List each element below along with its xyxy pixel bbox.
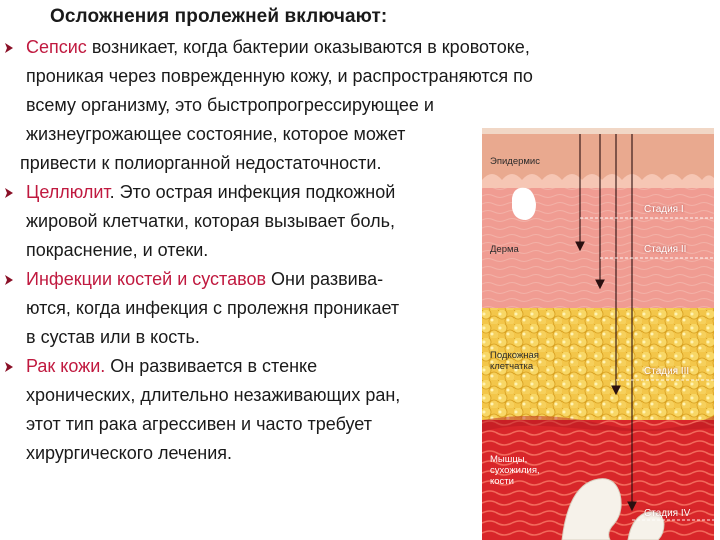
list-item-cellulitis: Целлюлит. Это острая инфекция подкожной жировой клетчатки, которая вызывает боль, покраснение, и отеки. bbox=[4, 178, 684, 265]
pressure-ulcer-stages-illustration bbox=[482, 128, 714, 540]
text-line: всему организму, это быстропрогрессирующее и bbox=[26, 95, 434, 115]
text-line: проникая через поврежденную кожу, и распространяются по bbox=[26, 66, 533, 86]
label-subcutaneous: Подкожная клетчатка bbox=[490, 350, 539, 372]
text-line: ются, когда инфекция с пролежня проникает bbox=[26, 298, 400, 318]
list-item-sepsis: Сепсис возникает, когда бактерии оказываются в кровотоке, проникая через поврежденную кожу, и распространяются по всему организму, это быстропрогрессирующее и жизнеугрожающее состояние, которое может привести к полиорганной недостаточности. bbox=[4, 33, 684, 178]
bullet-arrow-icon bbox=[4, 362, 14, 372]
term-skin-cancer: Рак кожи. bbox=[26, 356, 106, 376]
label-stage-2: Стадия II bbox=[644, 244, 687, 255]
label-stage-3: Стадия III bbox=[644, 366, 690, 377]
list-item-bone-infections: Инфекции костей и суставов Они развива- ются, когда инфекция с пролежня проникает в сустав или в кость. bbox=[4, 265, 684, 352]
term-sepsis: Сепсис bbox=[26, 37, 87, 57]
list-item-skin-cancer: Рак кожи. Он развивается в стенке хронических, длительно незаживающих ран, этот тип рака агрессивен и часто требует хирургического лечения. bbox=[4, 352, 684, 468]
term-bone-infections: Инфекции костей и суставов bbox=[26, 269, 267, 289]
text-line: этот тип рака агрессивен и часто требует bbox=[26, 414, 372, 434]
text-line: хронических, длительно незаживающих ран, bbox=[26, 385, 401, 405]
bullet-arrow-icon bbox=[4, 275, 14, 285]
text-line: покраснение, и отеки. bbox=[26, 240, 209, 260]
bullet-arrow-icon bbox=[4, 188, 14, 198]
label-muscles: Мышцы, сухожилия, кости bbox=[490, 454, 540, 487]
text-line: жизнеугрожающее состояние, которое может bbox=[26, 124, 406, 144]
text-line: в сустав или в кость. bbox=[26, 327, 200, 347]
label-epidermis: Эпидермис bbox=[490, 156, 540, 167]
bullet-arrow-icon bbox=[4, 43, 14, 53]
text-line: жировой клетчатки, которая вызывает боль, bbox=[26, 211, 395, 231]
slide-title: Осложнения пролежней включают: bbox=[50, 6, 388, 27]
text-line: привести к полиорганной недостаточности. bbox=[20, 153, 382, 173]
label-stage-1: Стадия I bbox=[644, 204, 684, 215]
label-stage-4: Стадия IV bbox=[644, 508, 691, 519]
label-dermis: Дерма bbox=[490, 244, 519, 255]
text-line: хирургического лечения. bbox=[26, 443, 232, 463]
term-cellulitis: Целлюлит bbox=[26, 182, 110, 202]
